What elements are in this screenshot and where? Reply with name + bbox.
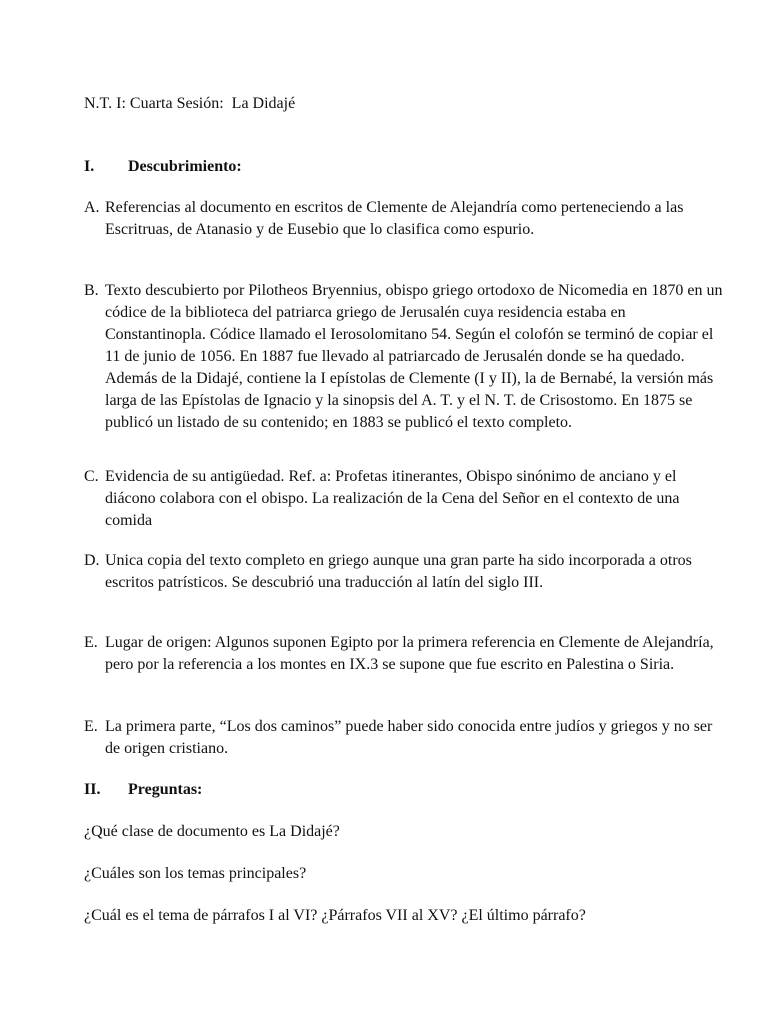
list-item-e [84,632,725,676]
item-text: Texto descubierto por Pilotheos Bryennius, obispo griego ortodoxo de Nicomedia en 1870 en un códice de la biblioteca del patriarca griego de Jerusalén cuya residencia estaba en Constantinopla. Códice llamado el Ierosolomitano 54. Según el colofón se terminó de copiar el 11 de junio de 1056. En 1887 fue llevado al patriarcado de Jerusalén donde se ha quedado. Además de la Didajé, contiene la I epístolas de Clemente (I y II), la de Bernabé, la versión más larga de las Epístolas de Ignacio y la sinopsis del A. T. y el N. T. de Crisostomo. En 1875 se publicó un listado de su contenido; en 1883 se publicó el texto completo. [105,282,723,431]
item-text: Unica copia del texto completo en griego aunque una gran parte ha sido incorporada a otros escritos patrísticos. Se descubrió una traducción al latín del siglo III. [105,552,692,591]
item-text: La primera parte, “Los dos caminos” puede haber sido conocida entre judíos y griegos y no ser de origen cristiano. [105,718,713,757]
item-text: Lugar de origen: Algunos suponen Egipto por la primera referencia en Clemente de Alejandría, pero por la referencia a los montes en IX.3 se supone que fue escrito en Palestina o Siria. [105,634,714,673]
section-number: II. [84,781,101,798]
list-item-b [84,280,725,434]
item-letter: C. [84,468,99,485]
item-letter: B. [84,282,99,299]
document-title: N.T. I: Cuarta Sesión: La Didajé [84,95,296,112]
list-item-c [84,466,725,532]
question-3: ¿Cuál es el tema de párrafos I al VI? ¿Párrafos VII al XV? ¿El último párrafo? [84,907,586,924]
section-heading-descubrimiento [84,156,242,178]
item-letter: D. [84,552,100,569]
section-heading-preguntas [84,779,202,801]
list-item-e-second [84,716,725,760]
question-1: ¿Qué clase de documento es La Didajé? [84,823,340,840]
item-letter: A. [84,199,100,216]
section-title: Preguntas: [128,781,203,798]
item-text: Referencias al documento en escritos de Clemente de Alejandría como perteneciendo a las Escritruas, de Atanasio y de Eusebio que lo clasifica como espurio. [105,199,684,238]
section-number: I. [84,158,95,175]
section-title: Descubrimiento: [128,158,242,175]
list-item-a [84,197,725,241]
item-letter: E. [84,718,98,735]
item-text: Evidencia de su antigüedad. Ref. a: Profetas itinerantes, Obispo sinónimo de anciano y el diácono colabora con el obispo. La realización de la Cena del Señor en el contexto de una comida [105,468,680,529]
list-item-d [84,550,725,594]
question-2: ¿Cuáles son los temas principales? [84,865,307,882]
item-letter: E. [84,634,98,651]
